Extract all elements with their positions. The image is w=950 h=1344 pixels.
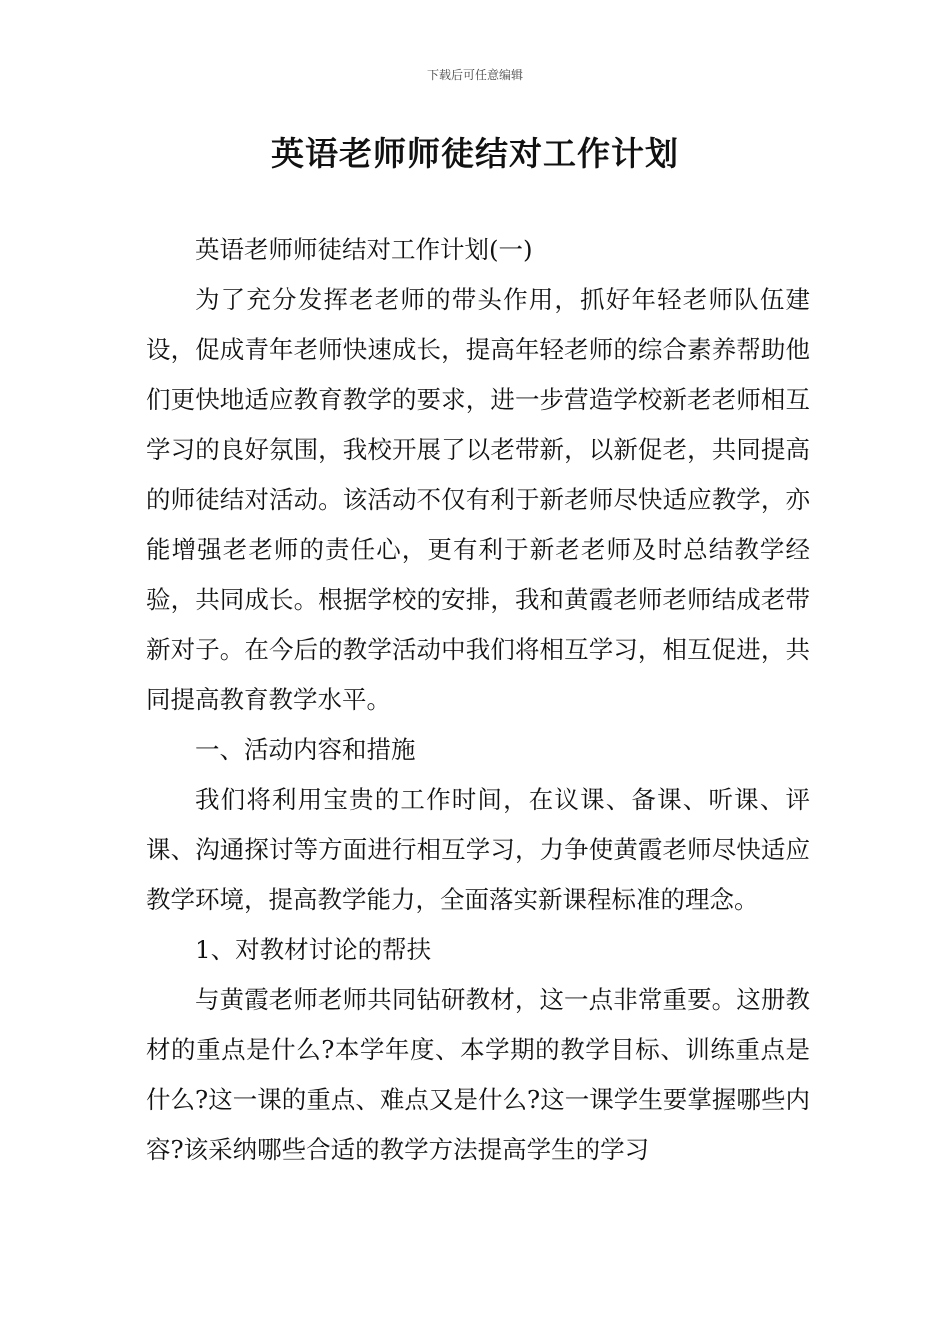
document-title: 英语老师师徒结对工作计划 (271, 134, 679, 173)
header-note: 下载后可任意编辑 (426, 68, 523, 82)
section-heading-activities: 一、活动内容和措施 (195, 735, 416, 764)
document-body (146, 225, 810, 1175)
intro-paragraph: 为了充分发挥老老师的带头作用，抓好年轻老师队伍建设，促成青年老师快速成长，提高年轻老师的综合素养帮助他们更快地适应教育教学的要求，进一步营造学校新老老师相互学习的良好氛围，我校开展了以老带新，以新促老，共同提高的师徒结对活动。该活动不仅有利于新老师尽快适应教学，亦能增强老老师的责任心，更有利于新老老师及时总结教学经验，共同成长。根据学校的安排，我和黄霞老师老师结成老带新对子。在今后的教学活动中我们将相互学习，相互促进，共同提高教育教学水平。 (146, 285, 810, 714)
textbook-paragraph: 与黄霞老师老师共同钻研教材，这一点非常重要。这册教材的重点是什么?本学年度、本学期的教学目标、训练重点是什么?这一课的重点、难点又是什么?这一课学生要掌握哪些内容?该采纳哪些合适的教学方法提高学生的学习 (146, 985, 810, 1164)
section-heading-plan-one: 英语老师师徒结对工作计划(一) (195, 235, 533, 264)
activities-paragraph: 我们将利用宝贵的工作时间，在议课、备课、听课、评课、沟通探讨等方面进行相互学习，力争使黄霞老师尽快适应教学环境，提高教学能力，全面落实新课程标准的理念。 (146, 785, 810, 914)
subsection-heading-textbook: 1、对教材讨论的帮扶 (195, 935, 432, 964)
